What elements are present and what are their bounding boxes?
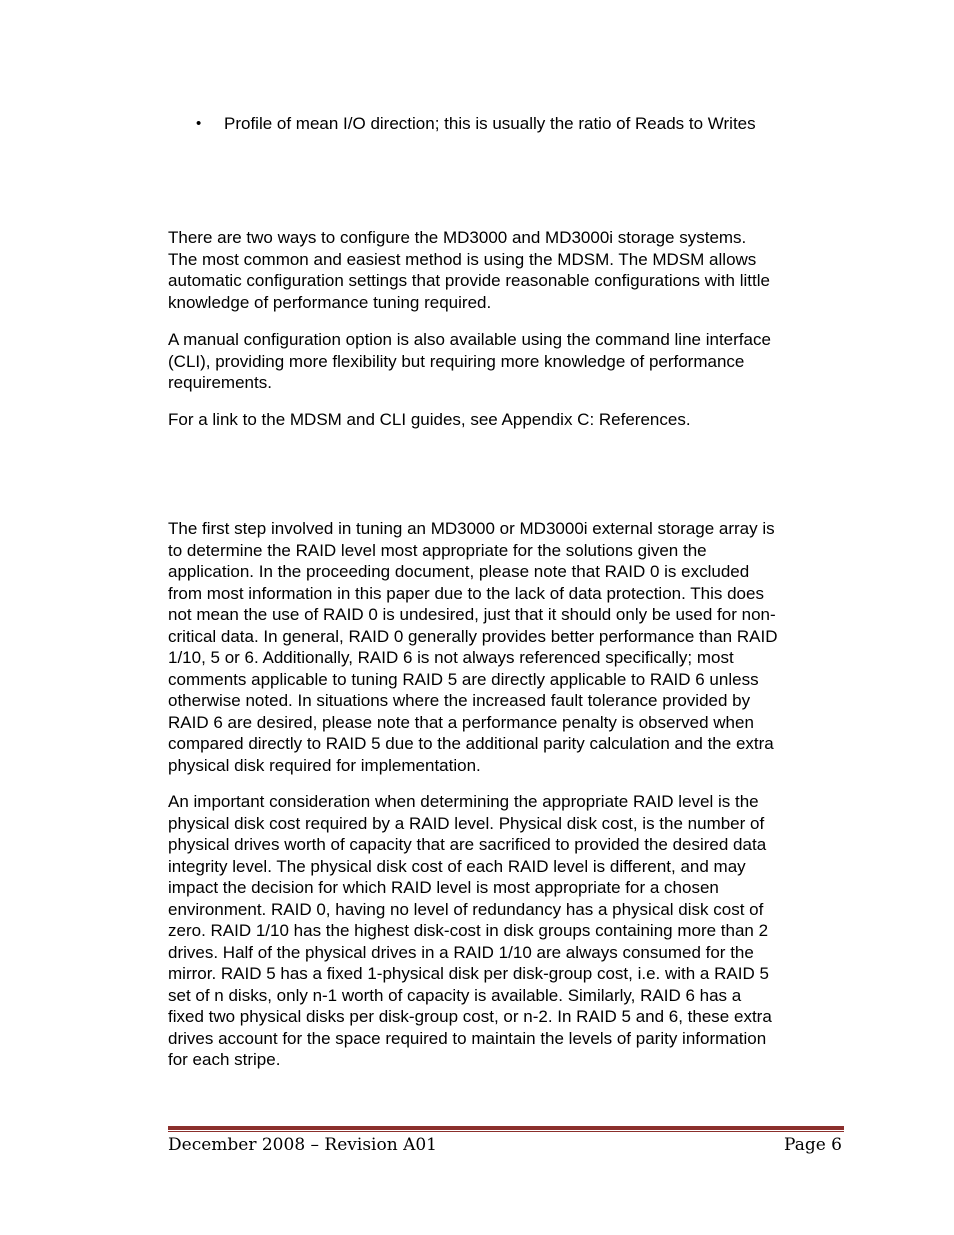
- bullet-item: [196, 113, 856, 135]
- bullet-symbol: •: [196, 115, 202, 132]
- footer-rule-thin: [168, 1131, 844, 1132]
- footer-date-revision: December 2008 – Revision A01: [168, 1135, 437, 1155]
- paragraph-physical-disk-cost: An important consideration when determining the appropriate RAID level is the physical disk cost required by a RAID level. Physical disk cost, is the number of physical drives worth of capacity that are sacrificed to provided the desired data integrity level. The physical disk cost of each RAID level is different, and may impact the decision for which RAID level is most appropriate for a chosen environment. RAID 0, having no level of redundancy has a physical disk cost of zero. RAID 1/10 has the highest disk-cost in disk groups containing more than 2 drives. Half of the physical drives in a RAID 1/10 are always consumed for the mirror. RAID 5 has a fixed 1-physical disk per disk-group cost, i.e. with a RAID 5 set of n disks, only n-1 worth of capacity is available. Similarly, RAID 6 has a fixed two physical disks per disk-group cost, or n-2. In RAID 5 and 6, these extra drives account for the space required to maintain the levels of parity information for each stripe.: [168, 792, 772, 1069]
- paragraph-guides-reference: For a link to the MDSM and CLI guides, see Appendix C: References.: [168, 410, 691, 429]
- footer-rule: [168, 1126, 844, 1130]
- paragraph-configuration-methods: There are two ways to configure the MD3000 and MD3000i storage systems. The most common and easiest method is using the MDSM. The MDSM allows automatic configuration settings that provide reasonable configurations with little knowledge of performance tuning required.: [168, 228, 770, 312]
- paragraph-manual-configuration: A manual configuration option is also available using the command line interface (CLI), providing more flexibility but requiring more knowledge of performance requirements.: [168, 330, 771, 392]
- footer-page-number: Page 6: [784, 1135, 842, 1155]
- bullet-text: Profile of mean I/O direction; this is usually the ratio of Reads to Writes: [224, 114, 756, 133]
- paragraph-raid-level-selection: The first step involved in tuning an MD3000 or MD3000i external storage array is to determine the RAID level most appropriate for the solutions given the application. In the proceeding document, please note that RAID 0 is excluded from most information in this paper due to the lack of data protection. This does not mean the use of RAID 0 is undesired, just that it should only be used for non- critical data. In general, RAID 0 generally provides better performance than RAID 1/10, 5 or 6. Additionally, RAID 6 is not always referenced specifically; most comments applicable to tuning RAID 5 are directly applicable to RAID 6 unless otherwise noted. In situations where the increased fault tolerance provided by RAID 6 are desired, please note that a performance penalty is observed when compared directly to RAID 5 due to the additional parity calculation and the extra physical disk required for implementation.: [168, 519, 778, 775]
